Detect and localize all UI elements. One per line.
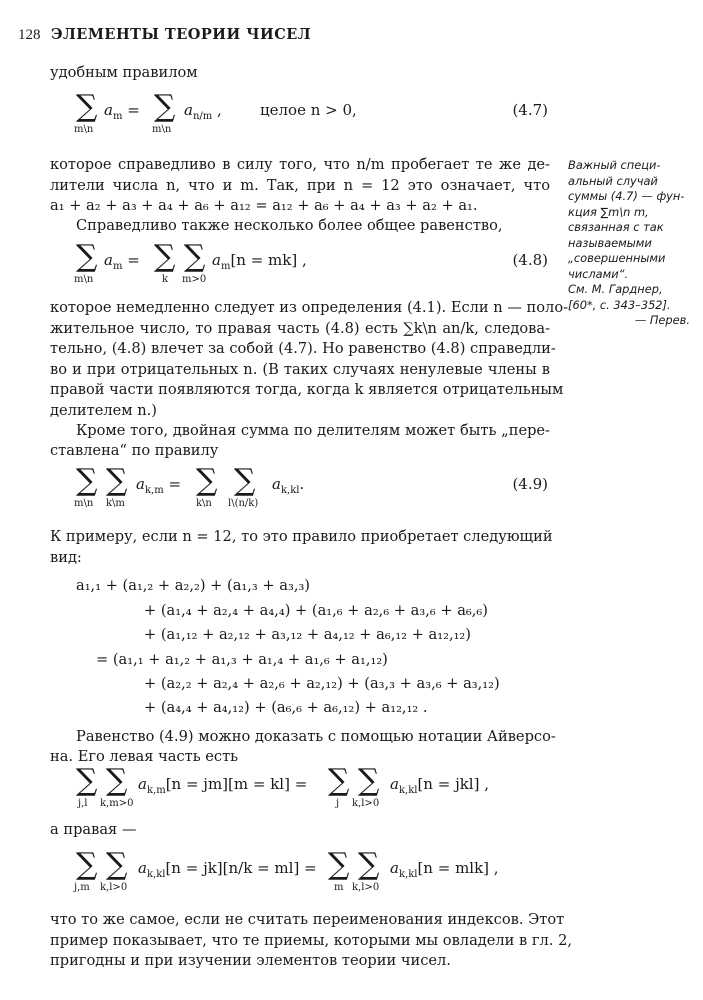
example-line: + (a₁,₁₂ + a₂,₁₂ + a₃,₁₂ + a₄,₁₂ + a₆,₁₂ + a₁₂,₁₂) [144, 626, 471, 643]
rhs-term: $a_m[n = mk]$ , [212, 251, 307, 272]
sum-index: k\n [196, 498, 212, 509]
sum-sign: ∑ [154, 239, 176, 274]
sum-sign: ∑ [184, 239, 206, 274]
equation-4-7 [50, 90, 550, 150]
equation-number: (4.8) [512, 251, 548, 269]
sum-index: k,m>0 [100, 798, 134, 809]
sum-index: m>0 [182, 274, 207, 285]
intro-text: удобным правилом [50, 64, 198, 81]
page-number: 128 [18, 27, 41, 43]
pravaya-label: а правая — [50, 821, 137, 838]
sum-index: m\n [74, 274, 94, 285]
sum-sign: ∑ [76, 463, 98, 498]
sum-sign: ∑ [106, 763, 128, 798]
sum-sign: ∑ [76, 89, 98, 124]
example-line: + (a₄,₄ + a₄,₁₂) + (a₆,₆ + a₆,₁₂) + a₁₂,₁₂ . [144, 699, 428, 716]
paragraph-6: Равенство (4.9) можно доказать с помощью нотации Айверсо- [76, 728, 556, 745]
lhs-term: $a_{k,m}$ = [136, 475, 182, 496]
equation-right-part [50, 846, 550, 906]
example-line: = (a₁,₁ + a₁,₂ + a₁,₃ + a₁,₄ + a₁,₆ + a₁,₁₂) [96, 651, 388, 668]
rhs-term: $a_{k,kl}[n = mlk]$ , [390, 859, 499, 880]
paragraph-7: что то же самое, если не считать переименования индексов. Этот пример показывает, что те приемы, которыми мы овладели в гл. 2, пригодны и при изучении элементов теории чисел. [50, 911, 573, 969]
sum-index: k,l>0 [352, 798, 380, 809]
sum-sign: ∑ [328, 763, 350, 798]
rhs-term: $a_{k,kl}[n = jkl]$ , [390, 775, 489, 796]
sum-sign: ∑ [106, 463, 128, 498]
paragraph-5: К примеру, если n = 12, то это правило приобретает следующий вид: [50, 528, 553, 566]
paragraph-4-cont: ставлена“ по правилу [50, 442, 219, 459]
sum-sign: ∑ [358, 847, 380, 882]
example-line: a₁,₁ + (a₁,₂ + a₂,₂) + (a₁,₃ + a₃,₃) [76, 577, 310, 594]
sum-index: m [334, 882, 344, 893]
sum-sign: ∑ [196, 463, 218, 498]
sum-index: k\m [106, 498, 125, 509]
rhs-term: $a_{n/m}$ , [184, 101, 222, 122]
sum-sign: ∑ [328, 847, 350, 882]
sum-index: j [336, 798, 340, 809]
sum-index: m\n [152, 124, 172, 135]
sum-sign: ∑ [106, 847, 128, 882]
lhs-term: $a_m$ = [104, 101, 140, 122]
eq-condition: целое n > 0, [260, 101, 357, 119]
margin-note: Важный специ- альный случай суммы (4.7) — фун- кция ∑m\n m, связанная с так называемыми „совершенными числами“. См. М. Гарднер, [60*, с. 343–352]. — Перев. [568, 158, 690, 327]
sum-index: m\n [74, 498, 94, 509]
sum-index: j,m [74, 882, 90, 893]
paragraph-2: Справедливо также несколько более общее равенство, [76, 217, 503, 234]
sum-index: k,l>0 [352, 882, 380, 893]
paragraph-6-cont: на. Его левая часть есть [50, 748, 239, 765]
example-line: + (a₁,₄ + a₂,₄ + a₄,₄) + (a₁,₆ + a₂,₆ + a₃,₆ + a₆,₆) [144, 602, 488, 619]
sum-sign: ∑ [234, 463, 256, 498]
lhs-term: $a_{k,kl}[n = jk][n/k = ml]$ = [138, 859, 317, 880]
sum-sign: ∑ [154, 89, 176, 124]
sum-sign: ∑ [76, 239, 98, 274]
sum-index: k,l>0 [100, 882, 128, 893]
sum-sign: ∑ [76, 763, 98, 798]
running-header [18, 26, 311, 44]
example-line: + (a₂,₂ + a₂,₄ + a₂,₆ + a₂,₁₂) + (a₃,₃ + a₃,₆ + a₃,₁₂) [144, 675, 500, 692]
equation-left-part [50, 762, 550, 822]
equation-number: (4.7) [512, 101, 548, 119]
paragraph-1: которое справедливо в силу того, что n/m пробегает те же де- лители числа n, что и m. Так, при n = 12 это означает, что a₁ + a₂ + a₃ + a₄ + a₆ + a₁₂ = a₁₂ + a₆ + a₄ + a₃ + a₂ + a₁. [50, 156, 550, 214]
sum-index: m\n [74, 124, 94, 135]
equation-4-9 [50, 462, 550, 522]
sum-sign: ∑ [358, 763, 380, 798]
sum-index: l\(n/k) [228, 498, 259, 509]
sum-index: j,l [78, 798, 88, 809]
paragraph-3: которое немедленно следует из определения (4.1). Если n — поло- жительное число, то правая часть (4.8) есть ∑k\n an/k, следова- тельно, (4.8) влечет за собой (4.7). Но равенство (4.8) справедли- во и при отрицательных n. (В таких случаях ненулевые члены в правой части появляются тогда, когда k является отрицательным делителем n.) [50, 299, 569, 419]
paragraph-4: Кроме того, двойная сумма по делителям может быть „пере- [76, 422, 550, 439]
lhs-term: $a_m$ = [104, 251, 140, 272]
equation-4-8 [50, 238, 550, 298]
rhs-term: $a_{k,kl}$. [272, 475, 305, 496]
chapter-title: ЭЛЕМЕНТЫ ТЕОРИИ ЧИСЕЛ [50, 26, 312, 43]
sum-sign: ∑ [76, 847, 98, 882]
equation-number: (4.9) [512, 475, 548, 493]
sum-index: k [162, 274, 169, 285]
lhs-term: $a_{k,m}[n = jm][m = kl]$ = [138, 775, 308, 796]
